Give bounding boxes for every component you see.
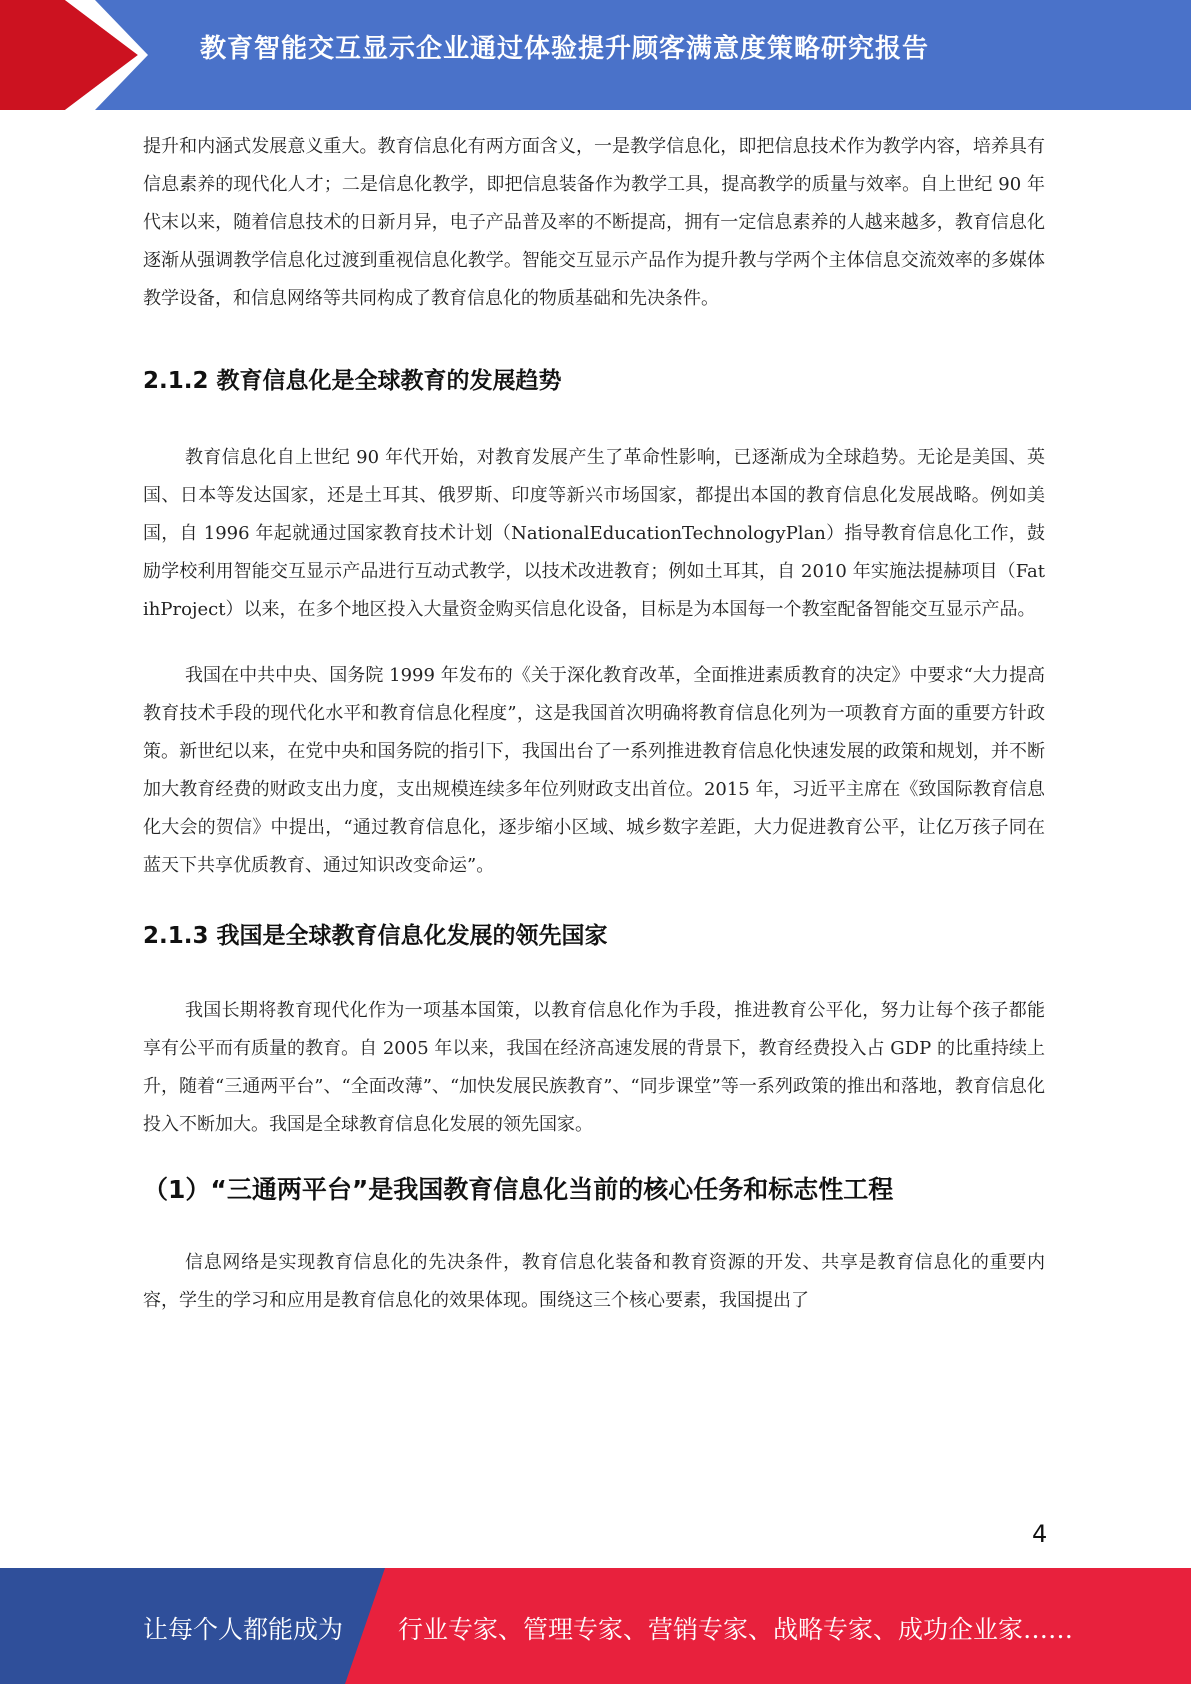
paragraph-china-policy: 我国在中共中央、国务院 1999 年发布的《关于深化教育改革，全面推进素质教育的决定》中要求“大力提高教育技术手段的现代化水平和教育信息化程度”，这是我国首次明确将教育信息化列为一项教育方面的重要方针政策。新世纪以来，在党中央和国务院的指引下，我国出台了一系列推进教育信息化快速发展的政策和规划，并不断加大教育经费的财政支出力度，支出规模连续多年位列财政支出首位。2015 年，习近平主席在《致国际教育信息化大会的贺信》中提出，“通过教育信息化，逐步缩小区域、城乡数字差距，大力促进教育公平，让亿万孩子同在蓝天下共享优质教育、通过知识改变命运”。	[143, 665, 1045, 876]
section-heading-2-1-2: 2.1.2 教育信息化是全球教育的发展趋势	[143, 368, 562, 394]
paragraph-network: 信息网络是实现教育信息化的先决条件，教育信息化装备和教育资源的开发、共享是教育信息化的重要内容，学生的学习和应用是教育信息化的效果体现。围绕这三个核心要素，我国提出了	[143, 1252, 1045, 1311]
page-header	[0, 0, 1191, 110]
footer-slogan-left: 让每个人都能成为	[143, 1615, 344, 1644]
header-title: 教育智能交互显示企业通过体验提升顾客满意度策略研究报告	[200, 34, 930, 64]
page-footer	[0, 1568, 1191, 1684]
paragraph-intro: 提升和内涵式发展意义重大。教育信息化有两方面含义，一是教学信息化，即把信息技术作为教学内容，培养具有信息素养的现代化人才；二是信息化教学，即把信息装备作为教学工具，提高教学的质量与效率。自上世纪 90 年代末以来，随着信息技术的日新月异，电子产品普及率的不断提高，拥有一定信息素养的人越来越多，教育信息化逐渐从强调教学信息化过渡到重视信息化教学。智能交互显示产品作为提升教与学两个主体信息交流效率的多媒体教学设备，和信息网络等共同构成了教育信息化的物质基础和先决条件。	[143, 136, 1045, 309]
subsection-heading-1: （1）“三通两平台”是我国教育信息化当前的核心任务和标志性工程	[143, 1175, 894, 1204]
paragraph-china-leading: 我国长期将教育现代化作为一项基本国策，以教育信息化作为手段，推进教育公平化，努力让每个孩子都能享有公平而有质量的教育。自 2005 年以来，我国在经济高速发展的背景下，教育经费投入占 GDP 的比重持续上升，随着“三通两平台”、“全面改薄”、“加快发展民族教育”、“同步课堂”等一系列政策的推出和落地，教育信息化投入不断加大。我国是全球教育信息化发展的领先国家。	[143, 1000, 1045, 1135]
footer-slogan-right: 行业专家、管理专家、营销专家、战略专家、成功企业家……	[398, 1615, 1074, 1644]
header-red-arrow	[0, 0, 150, 110]
section-heading-2-1-3: 2.1.3 我国是全球教育信息化发展的领先国家	[143, 923, 608, 949]
document-body	[143, 128, 1045, 1320]
paragraph-global-trend: 教育信息化自上世纪 90 年代开始，对教育发展产生了革命性影响，已逐渐成为全球趋势。无论是美国、英国、日本等发达国家，还是土耳其、俄罗斯、印度等新兴市场国家，都提出本国的教育信息化发展战略。例如美国，自 1996 年起就通过国家教育技术计划（NationalEducationTechnologyPlan）指导教育信息化工作，鼓励学校利用智能交互显示产品进行互动式教学，以技术改进教育；例如土耳其，自 2010 年实施法提赫项目（FatihProject）以来，在多个地区投入大量资金购买信息化设备，目标是为本国每一个教室配备智能交互显示产品。	[143, 447, 1045, 620]
page-number: 4	[1032, 1520, 1048, 1548]
